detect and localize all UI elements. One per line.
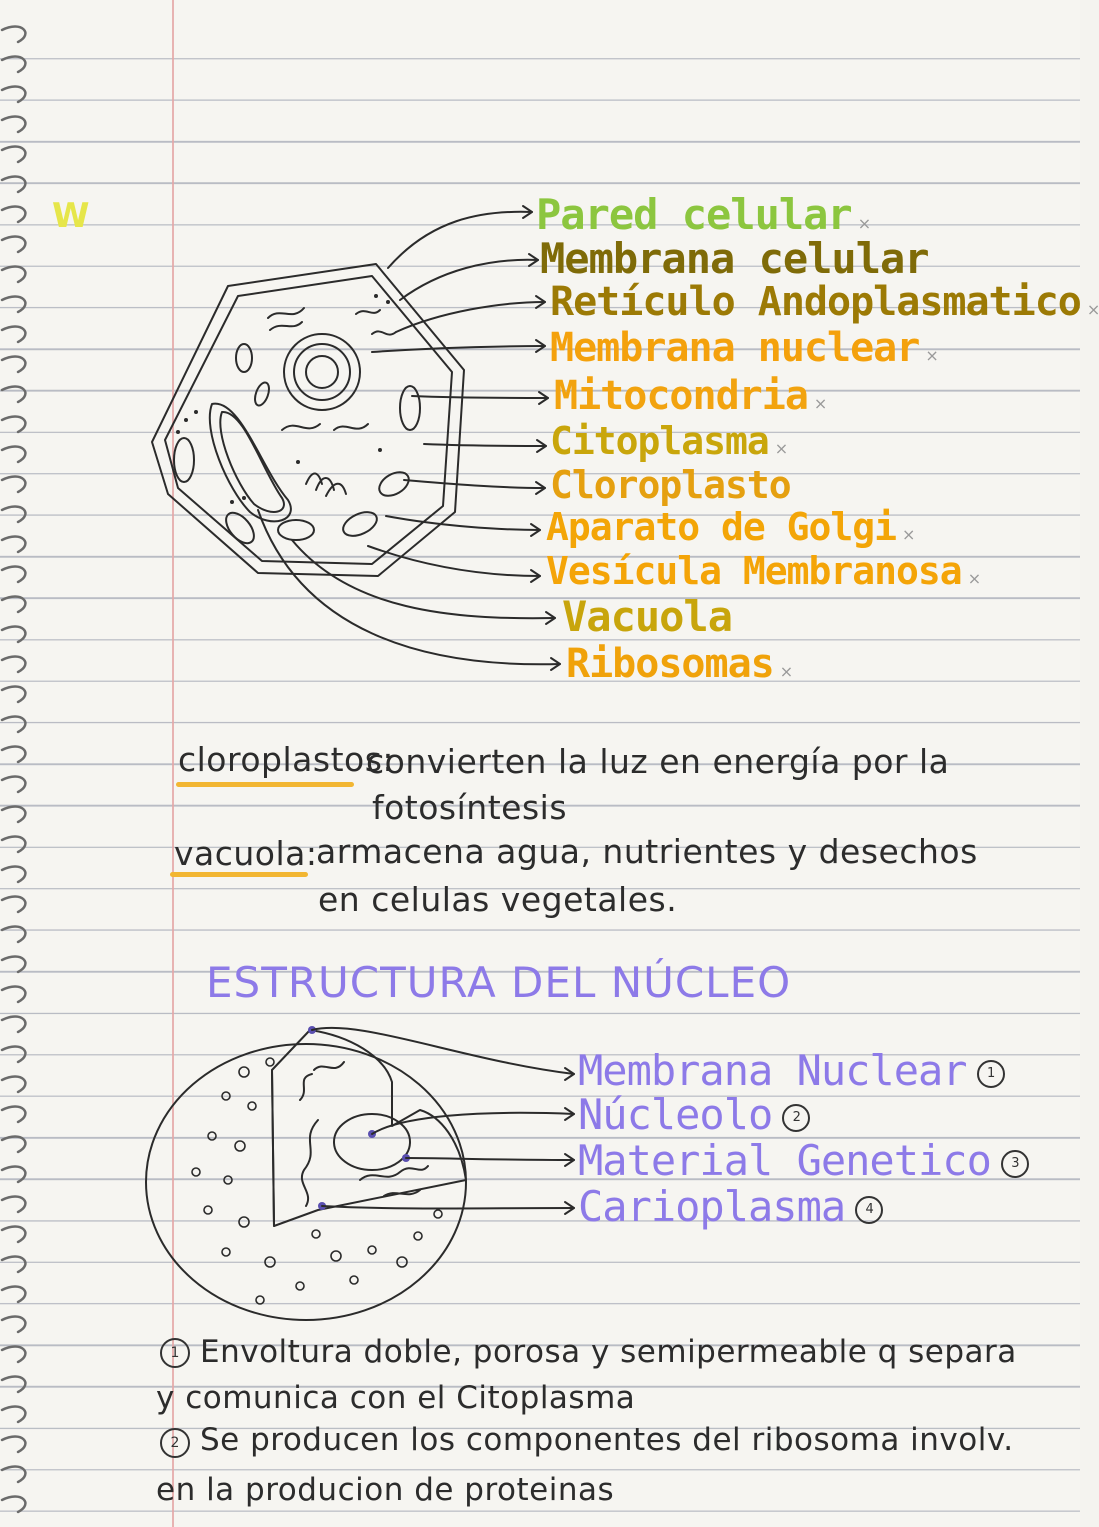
cell-label-text: Retículo Andoplasmatico (550, 279, 1081, 325)
cell-label-text: Vacuola (562, 592, 733, 641)
vacuola-term: vacuola: (174, 834, 318, 873)
circled-number: 1 (977, 1060, 1005, 1088)
section-title: ESTRUCTURA DEL NÚCLEO (206, 958, 792, 1007)
note-number-1: 1 (160, 1338, 190, 1368)
nucleus-label-text: Carioplasma (578, 1182, 846, 1231)
cell-label-text: Vesícula Membranosa (546, 549, 962, 593)
cloroplastos-definition-line2: fotosíntesis (372, 788, 568, 827)
cloroplastos-term: cloroplastos: (178, 740, 395, 779)
cell-label-text: Citoplasma (550, 419, 769, 463)
nucleolus (334, 1114, 410, 1170)
nucleus-label-text: Membrana Nuclear (578, 1046, 967, 1095)
cloroplastos-definition: convierten la luz en energía por la (366, 742, 950, 781)
circled-number: 3 (1001, 1150, 1029, 1178)
cell-label-text: Membrana celular (540, 234, 929, 283)
nucleus-outer (146, 1044, 466, 1320)
x-mark: × (774, 439, 788, 458)
nucleus-label-3 (578, 1136, 1029, 1185)
x-mark: × (813, 394, 827, 413)
vacuola-definition-line2: en celulas vegetales. (318, 880, 678, 919)
cell-label-text: Mitocondria (554, 373, 808, 419)
circled-number: 2 (782, 1104, 810, 1132)
x-mark: × (779, 662, 793, 681)
x-mark: × (902, 525, 915, 544)
x-mark: × (1086, 300, 1099, 319)
corner-doodle: W (52, 196, 90, 236)
note-2-line-1: Se producen los componentes del ribosoma involv. (200, 1422, 1014, 1458)
x-mark: × (925, 346, 938, 365)
cell-label-text: Aparato de Golgi (546, 505, 897, 549)
nucleus-label-2 (578, 1090, 810, 1139)
circled-number: 4 (855, 1196, 883, 1224)
cell-label-text: Membrana nuclear (550, 325, 920, 371)
note-1-line-2: y comunica con el Citoplasma (156, 1380, 636, 1416)
cell-label-text: Ribosomas (566, 641, 774, 687)
nucleus-label-text: Material Genetico (578, 1136, 991, 1185)
cell-label-text: Pared celular (536, 190, 852, 239)
note-2-line-2: en la producion de proteinas (156, 1472, 615, 1508)
x-mark: × (857, 214, 871, 233)
nucleus-label-4 (578, 1182, 883, 1231)
note-1-line-1: Envoltura doble, porosa y semipermeable q separa (200, 1334, 1017, 1370)
nucleus-label-text: Núcleolo (578, 1090, 773, 1139)
cell-label-text: Cloroplasto (550, 463, 791, 507)
x-mark: × (967, 569, 981, 588)
vacuola-definition: armacena agua, nutrientes y desechos (316, 832, 978, 871)
note-number-2: 2 (160, 1428, 190, 1458)
nucleus-cutaway (272, 1030, 466, 1226)
nucleus-label-1 (578, 1046, 1005, 1095)
